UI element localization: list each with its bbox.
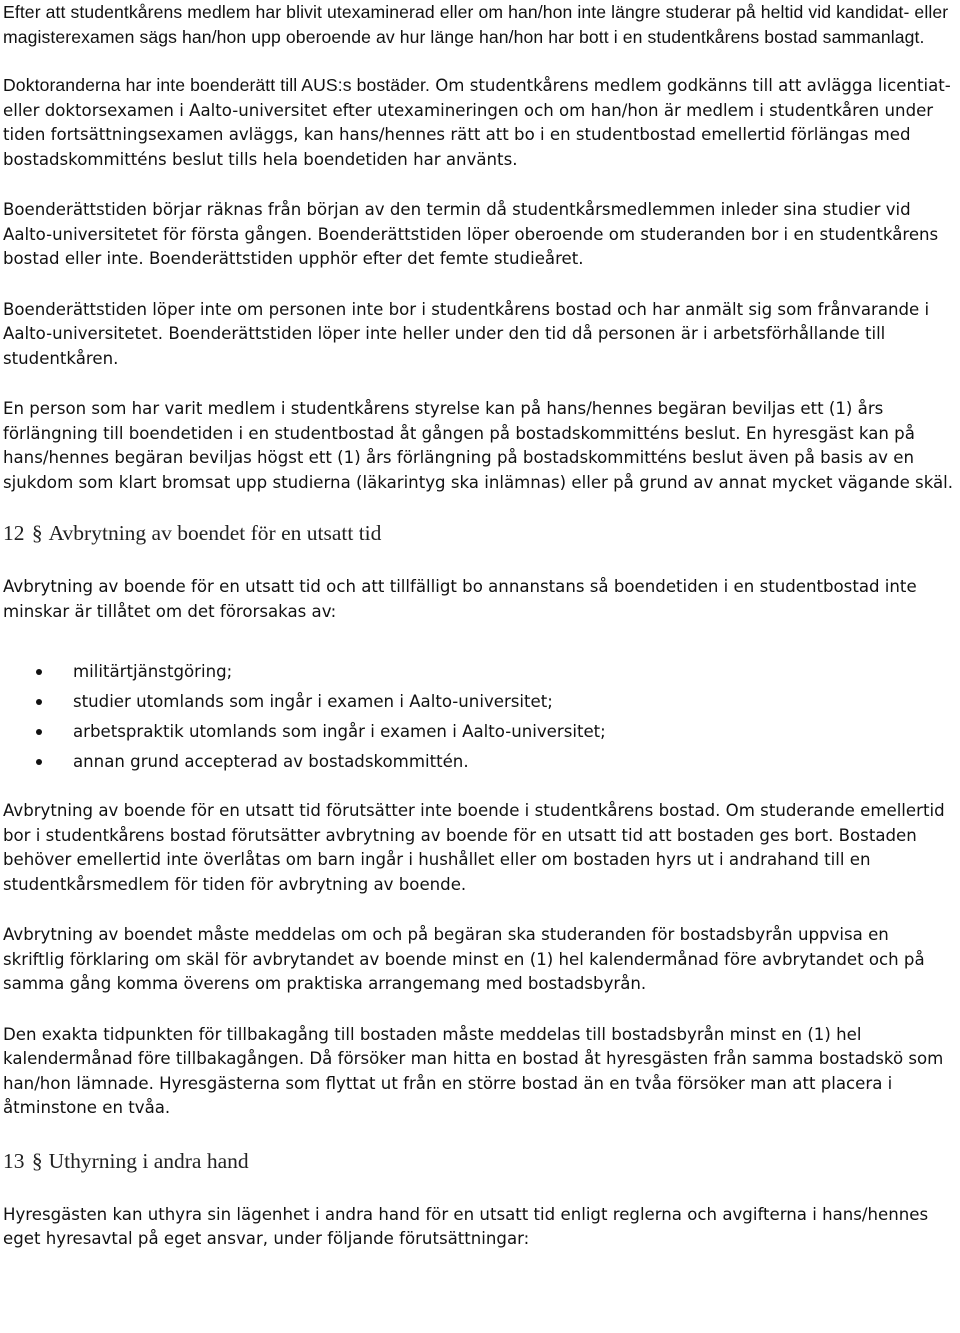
doctoral-no-right-sentence: Doktoranderna har inte boenderätt till AUS:s bostäder. [3,75,430,95]
list-item-text: arbetspraktik utomlands som ingår i examen i Aalto-universitet; [73,722,606,741]
paragraph-residence-period-start: Boenderättstiden börjar räknas från början av den termin då studentkårsmedlemmen inleder sina studier vid Aalto-universitetet för första gången. Boenderättstiden löper oberoende om studeranden bor i en studentkårens bostad eller inte. Boenderättstiden upphör efter det femte studieåret. [3,200,939,268]
paragraph-interruption-allowed: Avbrytning av boende för en utsatt tid och att tillfälligt bo annanstans så boendetiden i en studentbostad inte minskar är tillåtet om det förorsakas av: [3,577,917,621]
paragraph-board-member-extension: En person som har varit medlem i studentkårens styrelse kan på hans/hennes begäran beviljas ett (1) års förlängning till boendetiden i en studentbostad åt gången på bostadskommitténs beslut. En hyresgäst kan på hans/hennes begäran beviljas högst ett (1) års förlängning på bostadskommitténs beslut även på basis av en sjukdom som klart bromsat upp studierna (läkarintyg ska inlämnas) eller på grund av annat mycket vägande skäl. [3,399,954,492]
list-item-text: militärtjänstgöring; [73,662,233,681]
section-heading-12 [3,519,955,547]
list-item-text: annan grund accepterad av bostadskommittén. [73,752,469,771]
section-symbol: § [31,521,43,545]
section-title: Avbrytning av boendet för en utsatt tid [48,521,382,545]
paragraph-graduation-termination: Efter att studentkårens medlem har blivit utexaminerad eller om han/hon inte längre studerar på heltid vid kandidat- eller magisterexamen sägs han/hon upp oberoende av hur länge han/hon har bott i en studentkårens bostad sammanlagt. [3,2,949,47]
paragraph-doctoral-students [3,73,955,172]
section-number: 12 [3,521,25,545]
list-item [3,747,955,777]
section-title: Uthyrning i andra hand [48,1148,249,1173]
paragraph-subletting: Hyresgästen kan uthyra sin lägenhet i andra hand för en utsatt tid enligt reglerna och avgifterna i hans/hennes eget hyresavtal på eget ansvar, under följande förutsättningar: [3,1204,929,1248]
list-item [3,717,955,747]
section-symbol: § [31,1148,43,1173]
paragraph-interruption-notice: Avbrytning av boendet måste meddelas om och på begäran ska studeranden för bostadsbyrån uppvisa en skriftlig förklaring om skäl för avbrytandet av boende minst en (1) hel kalendermånad före avbrytandet och på samma gång komma överens om praktiska arrangemang med bostadsbyrån. [3,925,925,993]
paragraph-interruption-conditions: Avbrytning av boende för en utsatt tid förutsätter inte boende i studentkårens bostad. Om studerande emellertid bor i studentkårens bostad förutsätter avbrytning av boende för en utsatt tid att bostaden ges bort. Bostaden behöver emellertid inte överlåtas om barn ingår i hushållet eller om bostaden hyrs ut i andrahand till en studentkårsmedlem för tiden för avbrytning av boende. [3,801,945,894]
section-number: 13 [3,1148,25,1173]
bullet-icon [36,729,42,735]
list-item-text: studier utomlands som ingår i examen i Aalto-universitet; [73,692,553,711]
document-page [3,0,955,1252]
interruption-reasons-list [3,657,955,777]
list-item [3,687,955,717]
section-heading-13 [3,1147,955,1175]
bullet-icon [36,699,42,705]
bullet-icon [36,759,42,765]
paragraph-residence-period-absence: Boenderättstiden löper inte om personen inte bor i studentkårens bostad och har anmält sig som frånvarande i Aalto-universitetet. Boenderättstiden löper inte heller under den tid då personen är i arbetsförhållande till studentkåren. [3,299,930,368]
doctoral-extension-text: Om studentkårens medlem godkänns till att avlägga licentiat- eller doktorsexamen i Aalto-universitet efter utexamineringen och om han/hon är medlem i studentkåren under tiden fortsättningsexamen avläggs, kan hans/hennes rätt att bo i en studentbostad emellertid förlängas med bostadskommitténs beslut tills hela boendetiden har använts. [3,76,951,169]
list-item [3,657,955,687]
paragraph-return-notice: Den exakta tidpunkten för tillbakagång till bostaden måste meddelas till bostadsbyrån minst en (1) hel kalendermånad före tillbakagången. Då försöker man hitta en bostad åt hyresgästen från samma bostadskö som han/hon lämnade. Hyresgästerna som flyttat ut från en större bostad än en tvåa försöker man att placera i åtminstone en tvåa. [3,1024,944,1117]
bullet-icon [36,669,42,675]
